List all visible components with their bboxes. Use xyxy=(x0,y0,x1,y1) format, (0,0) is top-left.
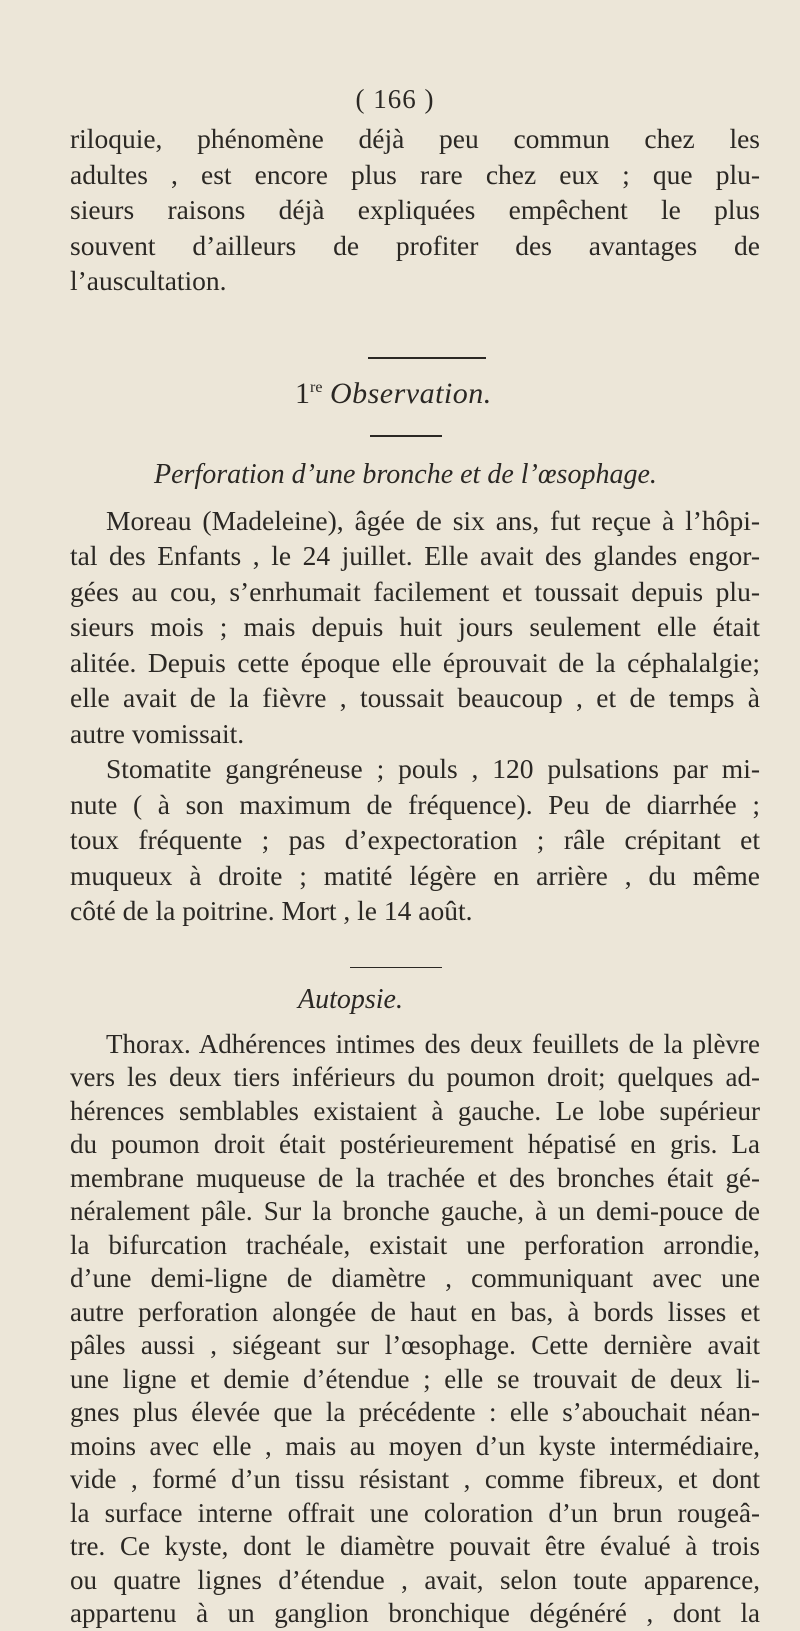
text-line: pâles aussi , siégeant sur l’œsophage. Cette dernière avait xyxy=(70,1330,760,1360)
case-title: Perforation d’une bronche et de l’œsophage. xyxy=(154,458,657,490)
text-line: riloquie, phénomène déjà peu commun chez les xyxy=(70,123,760,154)
text-line: souvent d’ailleurs de profiter des avantages de xyxy=(70,229,760,261)
text-line: adultes , est encore plus rare chez eux ; que plu- xyxy=(70,158,760,190)
text-line: hérences semblables existaient à gauche. Le lobe supérieur xyxy=(70,1095,760,1126)
text-line: toux fréquente ; pas d’expectoration ; râle crépitant et xyxy=(70,824,760,855)
text-line: muqueux à droite ; matité légère en arrière , du même xyxy=(70,859,760,891)
text-line: appartenu à un ganglion bronchique dégénéré , dont la xyxy=(70,1598,760,1628)
text-line: vide , formé d’un tissu résistant , comme fibreux, et dont xyxy=(70,1464,760,1494)
text-line: l’auscultation. xyxy=(70,265,227,296)
text-line: membrane muqueuse de la trachée et des bronches était gé- xyxy=(70,1162,760,1193)
text-line: autre vomissait. xyxy=(70,717,245,749)
text-line: gées au cou, s’enrhumait facilement et toussait depuis plu- xyxy=(70,575,760,607)
text-line: nute ( à son maximum de fréquence). Peu de diarrhée ; xyxy=(70,788,760,820)
section-divider xyxy=(370,435,442,437)
autopsy-paragraph xyxy=(70,1028,760,1631)
observation-superscript: re xyxy=(310,378,323,396)
intro-paragraph xyxy=(70,121,760,299)
section-divider xyxy=(368,357,486,359)
observation-title: Observation. xyxy=(329,376,492,410)
text-line: vers les deux tiers inférieurs du poumon droit; quelques ad- xyxy=(70,1062,760,1092)
text-line: Stomatite gangréneuse ; pouls , 120 pulsations par mi- xyxy=(106,753,760,784)
symptoms-paragraph xyxy=(70,751,760,929)
text-line: côté de la poitrine. Mort , le 14 août. xyxy=(70,895,473,926)
text-line: sieurs mois ; mais depuis huit jours seulement elle était xyxy=(70,611,760,642)
text-line: tal des Enfants , le 24 juillet. Elle avait des glandes engor- xyxy=(70,540,760,571)
text-line: néralement pâle. Sur la bronche gauche, à un demi-pouce de xyxy=(70,1196,760,1226)
autopsy-heading: Autopsie. xyxy=(298,983,403,1015)
text-line: sieurs raisons déjà expliquées empêchent le plus xyxy=(70,194,760,225)
text-line: une ligne et demie d’étendue ; elle se trouvait de deux li- xyxy=(70,1363,760,1394)
section-divider xyxy=(350,967,442,968)
text-line: la surface interne offrait une coloration d’un brun rougeâ- xyxy=(70,1497,760,1528)
text-line: gnes plus élevée que la précédente : elle s’abouchait néan- xyxy=(70,1397,760,1427)
observation-number: 1 xyxy=(295,376,310,410)
text-line: Thorax. Adhérences intimes des deux feuillets de la plèvre xyxy=(106,1028,760,1059)
case-paragraph xyxy=(70,503,760,752)
text-line: Moreau (Madeleine), âgée de six ans, fut reçue à l’hôpi- xyxy=(106,504,760,536)
text-line: ou quatre lignes d’étendue , avait, selon toute apparence, xyxy=(70,1564,760,1595)
text-line: tre. Ce kyste, dont le diamètre pouvait être évalué à trois xyxy=(70,1531,760,1561)
text-line: moins avec elle , mais au moyen d’un kyste intermédiaire, xyxy=(70,1430,760,1461)
text-line: autre perforation alongée de haut en bas, à bords lisses et xyxy=(70,1296,760,1327)
text-line: la bifurcation trachéale, existait une perforation arrondie, xyxy=(70,1229,760,1260)
text-line: elle avait de la fièvre , toussait beaucoup , et de temps à xyxy=(70,682,760,713)
text-line: du poumon droit était postérieurement hépatisé en gris. La xyxy=(70,1129,760,1159)
page-number: ( 166 ) xyxy=(355,84,435,114)
observation-heading xyxy=(295,377,760,411)
text-line: d’une demi-ligne de diamètre , communiquant avec une xyxy=(70,1263,760,1293)
text-line: alitée. Depuis cette époque elle éprouvait de la céphalalgie; xyxy=(70,646,760,678)
